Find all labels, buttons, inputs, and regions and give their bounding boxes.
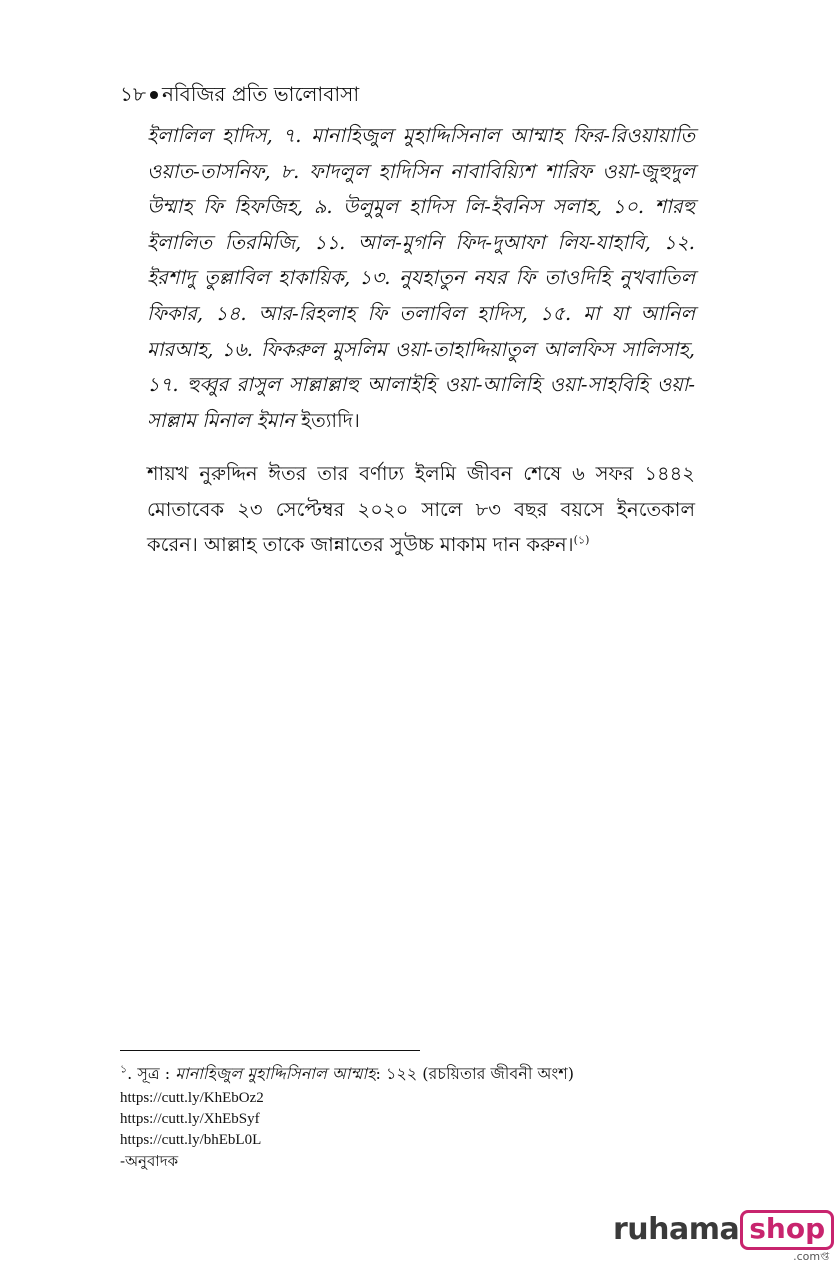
footnote-source-title: মানাহিজুল মুহাদ্দিসিনাল আম্মাহ [175,1064,376,1083]
book-list-tail: ইত্যাদি। [294,408,360,432]
footnote-prefix: . সূত্র : [127,1064,176,1083]
page-number: ১৮ [120,82,146,106]
footnote-source-line [120,1060,720,1088]
book-title: নবিজির প্রতি ভালোবাসা [161,82,360,106]
death-paragraph-text: শায়খ নুরুদ্দিন ঈতর তার বর্ণাঢ্য ইলমি জীবন শেষে ৬ সফর ১৪৪২ মোতাবেক ২৩ সেপ্টেম্বর ২০২০ সালে ৮৩ বছর বয়সে ইনতেকাল করেন। আল্লাহ তাকে জান্নাতের সুউচ্চ মাকাম দান করুন। [147,462,695,557]
bullet-separator [150,91,158,99]
footnote-section [120,1060,720,1172]
footnote-number: ১ [120,1062,128,1076]
book-list-paragraph [147,118,695,438]
footnote-url-3[interactable]: https://cutt.ly/bhEbL0L [120,1132,262,1148]
logo-dotcom: .comপ্ত [793,1250,830,1263]
footnote-reference[interactable]: (১) [573,533,590,547]
footnote-source-rest: : ১২২ (রচয়িতার জীবনী অংশ) [375,1064,574,1083]
ruhamashop-watermark-logo [613,1210,834,1263]
death-paragraph [147,456,695,563]
translator-note: -অনুবাদক [120,1152,179,1170]
running-header [120,80,359,108]
footnote-url-1[interactable]: https://cutt.ly/KhEbOz2 [120,1090,264,1106]
logo-word-ruhama: ruhama [613,1212,740,1247]
footnote-url-2[interactable]: https://cutt.ly/XhEbSyf [120,1111,260,1127]
logo-shop-box [740,1210,834,1263]
logo-word-shop: shop [749,1212,826,1245]
book-list-italic: ইলালিল হাদিস, ৭. মানাহিজুল মুহাদ্দিসিনাল আম্মাহ ফির-রিওয়ায়াতি ওয়াত-তাসনিফ, ৮. ফাদলুল হাদিসিন নাবাবিয়্যিশ শারিফ ওয়া-জুহুদুল উম্মাহ ফি হিফজিহ, ৯. উলুমুল হাদিস লি-ইবনিস সলাহ, ১০. শারহু ইলালিত তিরমিজি, ১১. আল-মুগনি ফিদ-দুআফা লিয-যাহাবি, ১২. ইরশাদু তুল্লাবিল হাকায়িক, ১৩. নুযহাতুন নযর ফি তাওদিহি নুখবাতিল ফিকার, ১৪. আর-রিহলাহ ফি তলাবিল হাদিস, ১৫. মা যা আনিল মারআহ, ১৬. ফিকরুল মুসলিম ওয়া-তাহাদ্দিয়াতুল আলফিস সালিসাহ, ১৭. হুব্বুর রাসুল সাল্লাল্লাহু আলাইহি ওয়া-আলিহি ওয়া-সাহবিহি ওয়া-সাল্লাম মিনাল ইমান [147,124,695,432]
footnote-divider [120,1050,420,1051]
